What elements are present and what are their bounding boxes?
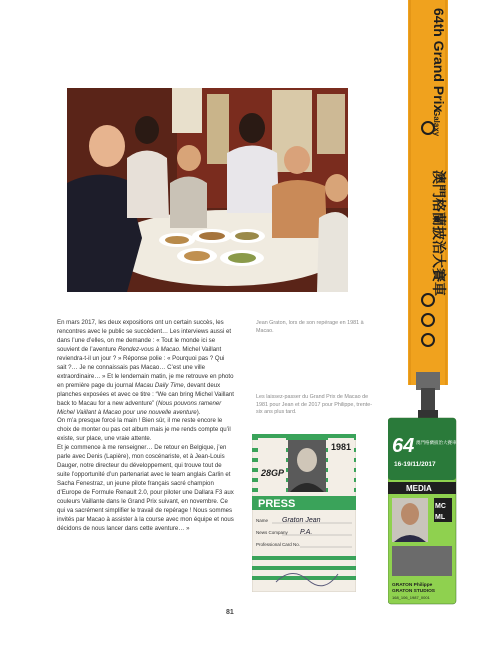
pass-card-label: Professional Card No. [256, 542, 301, 547]
badge-code-1: MC [435, 503, 446, 510]
pass-year: 1981 [331, 442, 352, 452]
lanyard-chinese: 澳門格蘭披治大賽車 [431, 170, 447, 296]
lanyard-sponsor: Galaxy [432, 110, 441, 137]
article-body [57, 319, 235, 534]
badge-dates: 16-19/11/2017 [394, 461, 436, 468]
pass-name-value: Graton Jean [282, 517, 321, 524]
press-pass-1981 [252, 434, 356, 592]
badge-holder-name: GRATON Philippe [392, 583, 433, 588]
badge-holder-org: GRATON STUDIOS [392, 589, 435, 594]
pass-logo: 28GP [261, 468, 285, 478]
historical-photo [67, 88, 348, 292]
passes-caption: Les laissez-passer du Grand Prix de Macao de 1981 pour Jean et de 2017 pour Philippe, trente-six ans plus tard. [256, 394, 372, 416]
paragraph: Et je commence à me renseigner… De retour en Belgique, j’en parle avec Denis (Lapière), mon coscénariste, et à Jean-Louis Dauger, notre directeur du développement, qui trouve tout de suite l’opportunité d’un partenariat avec le team anglais Carlin et Sacha Fenestraz, un jeune pilote français sacré champion d’Europe de Formule Renault 2.0, pour piloter une Dallara F3 aux couleurs Vaillante dans le Grand Prix suivant, en novembre. Ce qui va sacrément simplifier le travail de repérage ! Nous sommes invités par Macao à assister à la course avec mon équipe et nous décidons de nous lancer dans cette aventure… » [57, 444, 234, 532]
photo-caption: Jean Graton, lors de son repérage en 1981 à Macao. [256, 320, 364, 334]
paragraph: On m’a presque forcé la main ! Bien sûr, il me reste encore le choix de monter ou pas cet album mais je me rends compte qu’il existe, sur place, une vraie attente. [57, 417, 231, 443]
pass-company-value: P.A. [300, 529, 313, 536]
lanyard-title: 64th Grand Prix [431, 8, 447, 113]
pass-press-label: PRESS [258, 498, 296, 510]
page-number: 81 [226, 609, 234, 616]
badge-role: MEDIA [406, 484, 432, 493]
badge-chinese: 澳門格蘭披治大賽車 [416, 440, 457, 445]
lanyard-2017 [388, 0, 470, 641]
paragraph: En mars 2017, les deux expositions ont un certain succès, les rencontres avec le public se succèdent… Les interviews aussi et dans l’une d’elles, on me demande : « Tout le monde ici se souvient de l’aventure Rendez-vous à Macao. Michel Vaillant reviendra-t-il un jour ? » Réponse polie : « Pourquoi pas ? Qui sait ?… Je ne connaissais pas Macao… C’est une ville extraordinaire… » Et le lendemain matin, je me retrouve en photo en première page du journal Macau Daily Time, devant deux planches exposées et avec ce titre : “We can bring Michel Vaillant back to Macau for a new adventure” (Nous pouvons ramener Michel Vaillant à Macao pour une nouvelle aventure). [57, 319, 234, 416]
pass-name-label: Name [256, 518, 269, 523]
badge-code-2: ML [435, 514, 446, 521]
badge-id: 168_106_1987_0001 [392, 595, 430, 600]
pass-company-label: News Company [256, 530, 288, 535]
badge-number: 64 [392, 435, 415, 457]
